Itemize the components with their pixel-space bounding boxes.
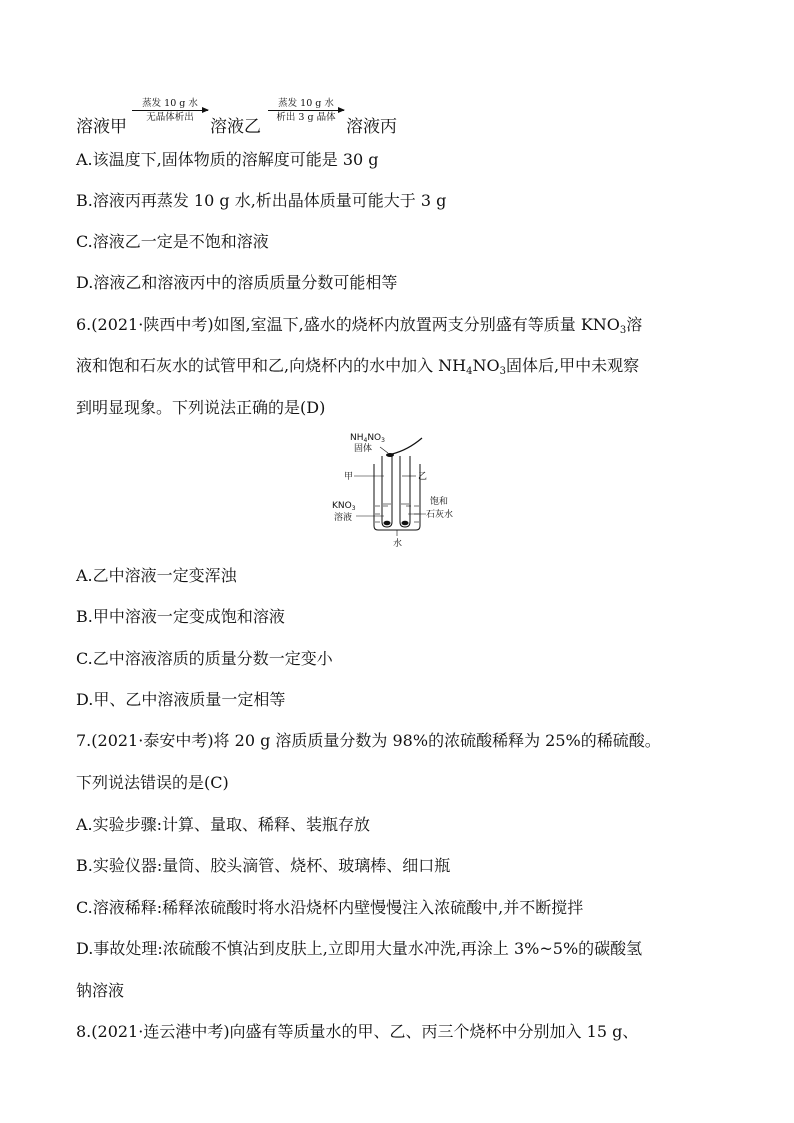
step2-top-label: 蒸发 10 g 水 bbox=[278, 98, 334, 109]
solid-powder-icon bbox=[386, 453, 394, 457]
process-chain bbox=[76, 94, 496, 137]
solution-a: 溶液甲 bbox=[76, 117, 127, 137]
step2-arrow bbox=[268, 98, 344, 123]
q6-stem-line1: 6.(2021·陕西中考)如图,室温下,盛水的烧杯内放置两支分别盛有等质量 $KNO_3$溶 bbox=[76, 315, 643, 336]
q7-option-c: C.溶液稀释:稀释浓硫酸时将水沿烧杯内壁慢慢注入浓硫酸中,并不断搅拌 bbox=[76, 898, 584, 917]
q5-option-b: B.溶液丙再蒸发 10 g 水,析出晶体质量可能大于 3 g bbox=[76, 191, 447, 210]
solution-b: 溶液乙 bbox=[210, 117, 261, 137]
fig-right-label-2: 石灰水 bbox=[426, 510, 454, 520]
q6-option-c: C.乙中溶液溶质的质量分数一定变小 bbox=[76, 649, 333, 668]
q7-option-a: A.实验步骤:计算、量取、稀释、装瓶存放 bbox=[76, 815, 371, 834]
beaker-figure bbox=[330, 430, 470, 550]
arrow-icon bbox=[132, 110, 208, 111]
q6-option-b: B.甲中溶液一定变成饱和溶液 bbox=[76, 607, 285, 626]
q6-stem-line3: 到明显现象。下列说法正确的是(D) bbox=[76, 398, 326, 417]
crystal-icon bbox=[384, 521, 391, 526]
q7-option-b: B.实验仪器:量筒、胶头滴管、烧杯、玻璃棒、细口瓶 bbox=[76, 856, 451, 875]
q5-option-d: D.溶液乙和溶液丙中的溶质质量分数可能相等 bbox=[76, 273, 398, 292]
arrow-icon bbox=[268, 110, 344, 111]
q8-stem-line1: 8.(2021·连云港中考)向盛有等质量水的甲、乙、丙三个烧杯中分别加入 15 g、 bbox=[76, 1022, 639, 1041]
step1-arrow bbox=[132, 98, 208, 123]
q6-option-d: D.甲、乙中溶液质量一定相等 bbox=[76, 690, 286, 709]
step2-bottom-label: 析出 3 g 晶体 bbox=[276, 112, 336, 123]
q7-option-d-line2: 钠溶液 bbox=[76, 981, 125, 1000]
fig-tube-a-label: 甲 bbox=[344, 472, 354, 482]
fig-water-label: 水 bbox=[393, 539, 403, 549]
step1-bottom-label: 无晶体析出 bbox=[146, 112, 194, 123]
fig-right-label-1: 饱和 bbox=[430, 497, 449, 507]
q6-stem-line2: 液和饱和石灰水的试管甲和乙,向烧杯内的水中加入 $NH_4NO_3$固体后,甲中未观察 bbox=[76, 356, 640, 377]
beaker-icon bbox=[374, 464, 420, 530]
spatula-icon bbox=[392, 438, 422, 454]
fig-solid-label: 固体 bbox=[354, 444, 373, 454]
q5-option-a: A.该温度下,固体物质的溶解度可能是 30 g bbox=[76, 150, 379, 169]
q6-option-a: A.乙中溶液一定变浑浊 bbox=[76, 566, 237, 585]
fig-solid-formula: $NH_4NO_3$ bbox=[350, 433, 385, 444]
q7-stem-line1: 7.(2021·泰安中考)将 20 g 溶质质量分数为 98%的浓硫酸稀释为 25%的稀硫酸。 bbox=[76, 731, 661, 750]
fig-left-formula: $KNO_3$ bbox=[332, 501, 356, 512]
fig-left-label: 溶液 bbox=[334, 513, 353, 523]
test-tube-b-icon bbox=[400, 456, 410, 527]
fig-tube-b-label: 乙 bbox=[418, 472, 428, 482]
solution-c: 溶液丙 bbox=[346, 117, 397, 137]
step1-top-label: 蒸发 10 g 水 bbox=[142, 98, 198, 109]
q5-option-c: C.溶液乙一定是不饱和溶液 bbox=[76, 232, 269, 251]
q7-option-d-line1: D.事故处理:浓硫酸不慎沾到皮肤上,立即用大量水冲洗,再涂上 3%~5%的碳酸氢 bbox=[76, 939, 643, 958]
precipitate-icon bbox=[402, 521, 409, 526]
q7-stem-line2: 下列说法错误的是(C) bbox=[76, 773, 229, 792]
test-tube-a-icon bbox=[382, 456, 392, 527]
